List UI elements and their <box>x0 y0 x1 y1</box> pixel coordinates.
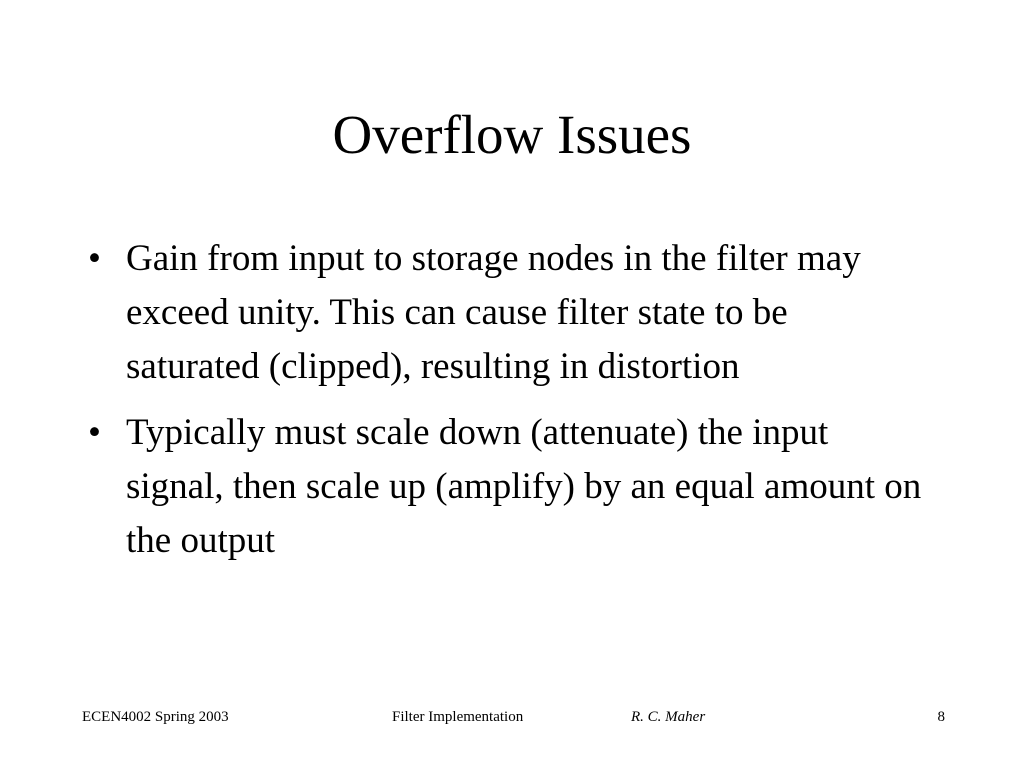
bullet-text: Gain from input to storage nodes in the filter may exceed unity. This can cause filter state to be saturated (clipped), resulting in distortion <box>126 238 861 387</box>
bullet-item <box>82 232 922 394</box>
footer-topic: Filter Implementation <box>392 709 524 725</box>
page-number: 8 <box>937 709 945 725</box>
footer-author: R. C. Maher <box>631 709 706 725</box>
bullet-list <box>82 232 922 580</box>
bullet-text: Typically must scale down (attenuate) the input signal, then scale up (amplify) by an equal amount on the output <box>126 412 922 561</box>
bullet-item <box>82 406 922 568</box>
bullet-marker: • <box>88 412 101 453</box>
footer-course: ECEN4002 Spring 2003 <box>82 709 229 725</box>
bullet-marker: • <box>88 238 101 279</box>
slide-title: Overflow Issues <box>332 104 692 165</box>
